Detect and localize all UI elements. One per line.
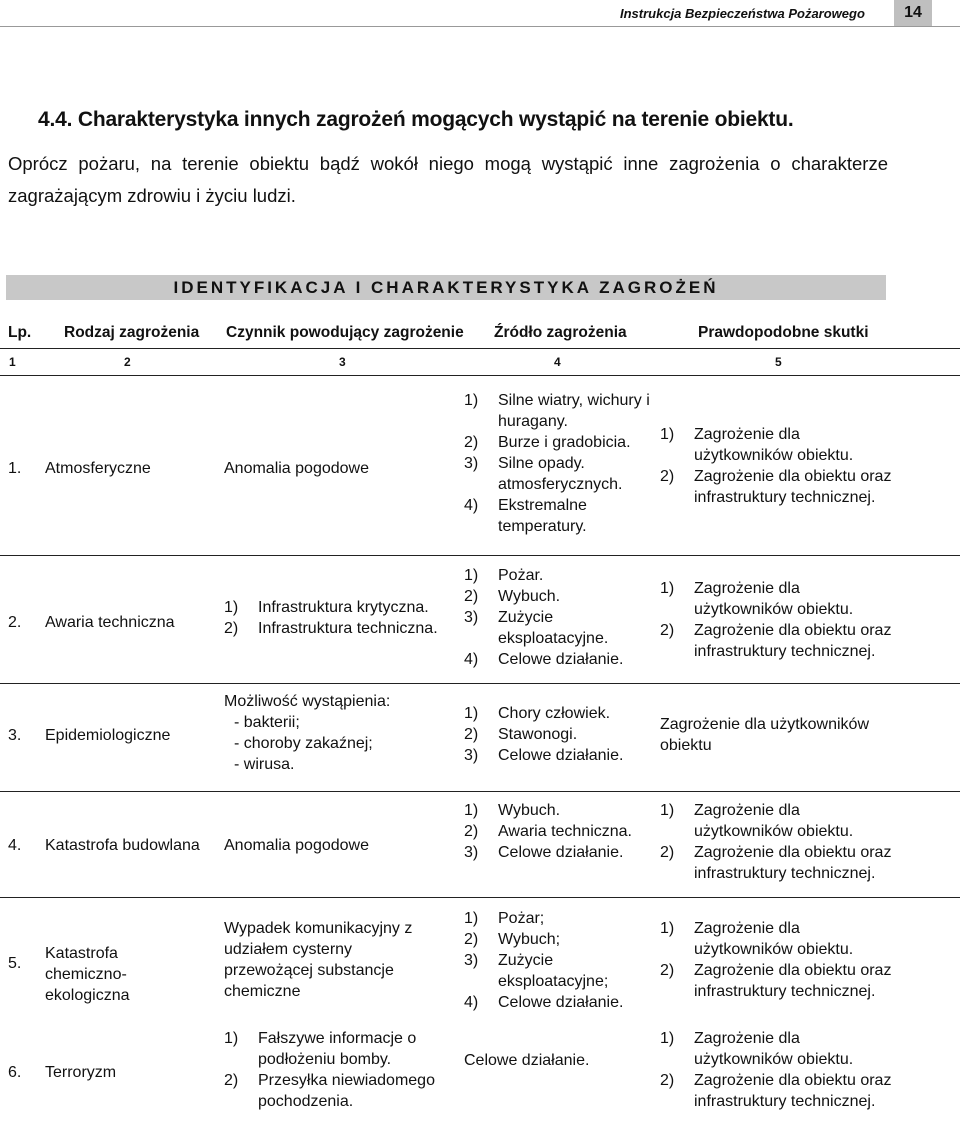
row-divider — [0, 791, 960, 792]
page-number: 14 — [894, 0, 932, 26]
col-number-4: 4 — [554, 355, 561, 369]
row-divider — [0, 555, 960, 556]
hazard-effects — [660, 578, 900, 662]
col-number-rule — [0, 375, 960, 376]
hazard-factor: Anomalia pogodowe — [224, 837, 369, 854]
list-item: 4) Ekstremalne temperatury. — [464, 497, 587, 535]
list-item: 2) Burze i gradobicia. — [464, 434, 631, 451]
factor-intro: Możliwość wystąpienia: — [224, 693, 391, 710]
hazard-sources — [464, 703, 664, 766]
list-item: 2) Zagrożenie dla obiektu oraz infrastruktury technicznej. — [660, 962, 892, 1000]
list-item: 1) Zagrożenie dla użytkowników obiektu. — [660, 920, 854, 958]
hazard-sources — [464, 390, 664, 537]
row-number: 2. — [8, 614, 22, 631]
list-item: 3) Zużycie eksploatacyjne. — [464, 609, 609, 647]
list-item: 1) Zagrożenie dla użytkowników obiektu. — [660, 802, 854, 840]
list-item: 1) Silne wiatry, wichury i huragany. — [464, 392, 650, 430]
document-header-title: Instrukcja Bezpieczeństwa Pożarowego — [620, 6, 865, 21]
list-item: 2) Wybuch. — [464, 588, 561, 605]
row-divider — [0, 897, 960, 898]
row-number: 4. — [8, 837, 22, 854]
hazard-type: Terroryzm — [45, 1064, 117, 1081]
list-item: 1) Pożar; — [464, 910, 545, 927]
hazard-factors — [224, 691, 454, 775]
list-item: 2) Awaria techniczna. — [464, 823, 632, 840]
list-item: 2) Przesyłka niewiadomego pochodzenia. — [224, 1072, 435, 1110]
header-effects: Prawdopodobne skutki — [698, 324, 869, 341]
row-number: 3. — [8, 727, 22, 744]
list-item: 1) Zagrożenie dla użytkowników obiektu. — [660, 426, 854, 464]
row-number: 5. — [8, 955, 22, 972]
list-item: 2) Zagrożenie dla obiektu oraz infrastruktury technicznej. — [660, 622, 892, 660]
list-item: 4) Celowe działanie. — [464, 651, 624, 668]
hazard-sources — [464, 800, 664, 863]
hazard-effects: Zagrożenie dla użytkowników obiektu — [660, 716, 869, 754]
list-item: 2) Zagrożenie dla obiektu oraz infrastruktury technicznej. — [660, 1072, 892, 1110]
hazard-factors — [224, 597, 454, 639]
col-number-3: 3 — [339, 355, 346, 369]
list-item: - wirusa. — [234, 756, 295, 773]
col-number-1: 1 — [9, 355, 16, 369]
hazard-factors — [224, 1028, 454, 1112]
hazard-effects — [660, 1028, 900, 1112]
row-number: 6. — [8, 1064, 22, 1081]
list-item: 4) Celowe działanie. — [464, 994, 624, 1011]
hazard-type: Katastrofa budowlana — [45, 837, 200, 854]
hazard-effects — [660, 918, 900, 1002]
header-divider — [0, 26, 960, 27]
hazard-effects — [660, 424, 900, 508]
header-lp: Lp. — [8, 324, 32, 341]
hazard-source: Celowe działanie. — [464, 1052, 590, 1069]
hazard-factor: Anomalia pogodowe — [224, 460, 369, 477]
list-item: 1) Chory człowiek. — [464, 705, 611, 722]
list-item: 1) Pożar. — [464, 567, 544, 584]
header-rule — [0, 348, 960, 349]
list-item: 1) Fałszywe informacje o podłożeniu bomby. — [224, 1030, 417, 1068]
list-item: 1) Wybuch. — [464, 802, 561, 819]
hazard-type: Epidemiologiczne — [45, 727, 171, 744]
hazard-sources — [464, 565, 664, 670]
hazard-sources — [464, 908, 664, 1013]
list-item: 2) Wybuch; — [464, 931, 561, 948]
hazard-type: Katastrofa chemiczno-ekologiczna — [45, 945, 130, 1004]
hazard-type: Awaria techniczna — [45, 614, 175, 631]
list-item: 3) Celowe działanie. — [464, 747, 624, 764]
hazard-type: Atmosferyczne — [45, 460, 151, 477]
hazard-effects — [660, 800, 900, 884]
list-item: 3) Celowe działanie. — [464, 844, 624, 861]
header-type: Rodzaj zagrożenia — [64, 324, 200, 341]
hazard-factor: Wypadek komunikacyjny z udziałem cysterny przewożącej substancje chemiczne — [224, 920, 413, 1000]
list-item: - bakterii; — [234, 714, 300, 731]
list-item: 2) Stawonogi. — [464, 726, 578, 743]
factor-list — [224, 712, 454, 775]
list-item: 3) Silne opady. atmosferycznych. — [464, 455, 623, 493]
list-item: 1) Zagrożenie dla użytkowników obiektu. — [660, 1030, 854, 1068]
row-number: 1. — [8, 460, 22, 477]
section-title: 4.4. Charakterystyka innych zagrożeń mogących wystąpić na terenie obiektu. — [38, 108, 794, 131]
list-item: 3) Zużycie eksploatacyjne; — [464, 952, 609, 990]
row-divider — [0, 683, 960, 684]
col-number-5: 5 — [775, 355, 782, 369]
table-banner: IDENTYFIKACJA I CHARAKTERYSTYKA ZAGROŻEŃ — [6, 275, 886, 300]
list-item: 2) Infrastruktura techniczna. — [224, 620, 438, 637]
list-item: 1) Infrastruktura krytyczna. — [224, 599, 429, 616]
header-source: Źródło zagrożenia — [494, 324, 627, 341]
list-item: - choroby zakaźnej; — [234, 735, 373, 752]
list-item: 2) Zagrożenie dla obiektu oraz infrastruktury technicznej. — [660, 844, 892, 882]
col-number-2: 2 — [124, 355, 131, 369]
intro-paragraph: Oprócz pożaru, na terenie obiektu bądź wokół niego mogą wystąpić inne zagrożenia o charakterze zagrażającym zdrowiu i życiu ludzi. — [8, 153, 888, 206]
header-factor: Czynnik powodujący zagrożenie — [226, 324, 464, 341]
list-item: 1) Zagrożenie dla użytkowników obiektu. — [660, 580, 854, 618]
list-item: 2) Zagrożenie dla obiektu oraz infrastruktury technicznej. — [660, 468, 892, 506]
